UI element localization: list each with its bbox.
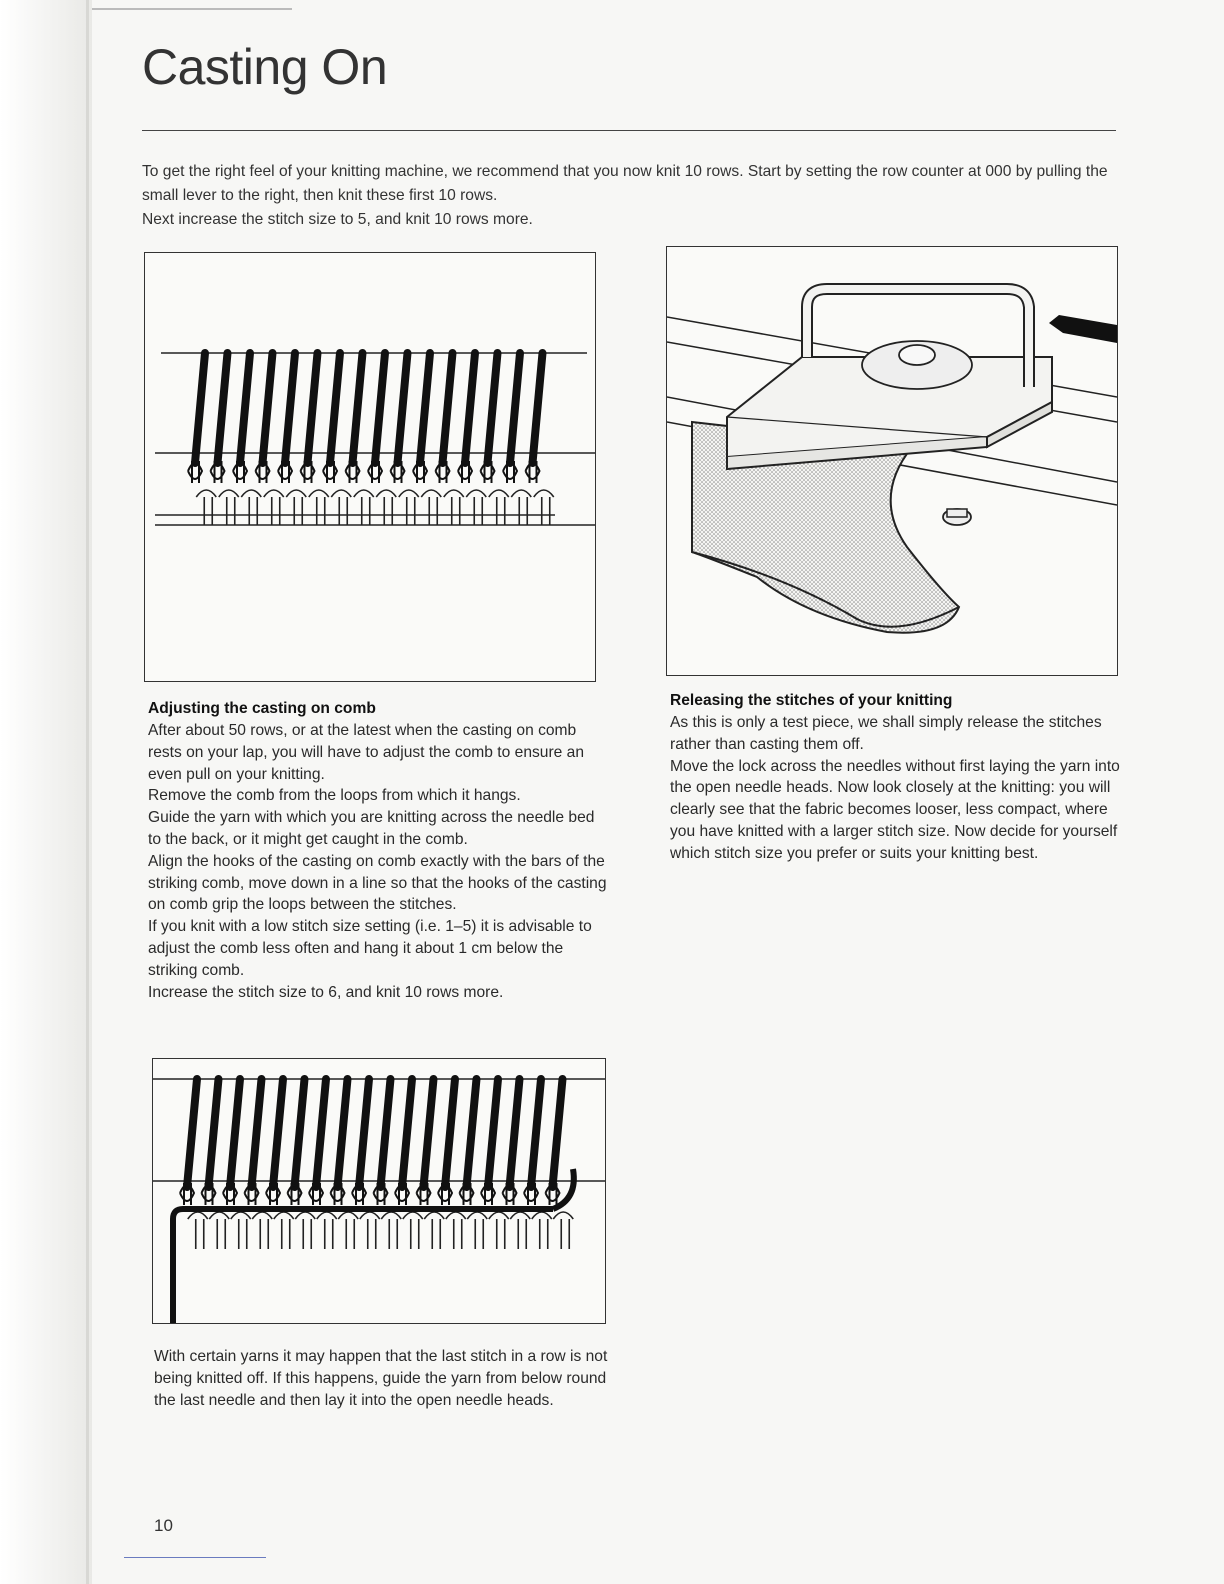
- adjusting-comb-section: [148, 698, 608, 1003]
- top-rule: [92, 8, 292, 10]
- page-title: Casting On: [142, 39, 388, 95]
- adjusting-comb-paragraph: After about 50 rows, or at the latest when the casting on comb rests on your lap, you will have to adjust the comb to ensure an even pull on your knitting.: [148, 722, 585, 783]
- title-divider: [142, 130, 1116, 131]
- releasing-stitches-section: [670, 690, 1132, 865]
- lock-release-illustration: [666, 246, 1118, 676]
- binding-shadow: [86, 0, 89, 1584]
- page-left-edge: [0, 0, 92, 1584]
- intro-text: [142, 160, 1122, 232]
- page-number: 10: [154, 1516, 173, 1535]
- bottom-underline: [124, 1557, 266, 1558]
- casting-comb-illustration: [144, 252, 596, 682]
- last-stitch-illustration: [152, 1058, 606, 1324]
- adjusting-comb-heading: Adjusting the casting on comb: [148, 700, 376, 717]
- intro-line-2: Next increase the stitch size to 5, and knit 10 rows more.: [142, 211, 533, 228]
- adjusting-comb-paragraph: Align the hooks of the casting on comb exactly with the bars of the striking comb, move down in a line so that the hooks of the casting on comb grip the loops between the stitches.: [148, 852, 607, 914]
- last-stitch-caption: [154, 1346, 614, 1411]
- adjusting-comb-paragraph: Guide the yarn with which you are knitting across the needle bed to the back, or it might get caught in the comb.: [148, 809, 595, 848]
- releasing-stitches-paragraph: Move the lock across the needles without first laying the yarn into the open needle heads. Now look closely at the knitting: you will clearly see that the fabric becomes looser, less compact, where you have knitted with a larger stitch size. Now decide for yourself which stitch size you prefer or suits your knitting best.: [670, 757, 1120, 862]
- releasing-stitches-paragraph: As this is only a test piece, we shall simply release the stitches rather than casting them off.: [670, 714, 1102, 753]
- adjusting-comb-paragraph: Remove the comb from the loops from which it hangs.: [148, 787, 521, 805]
- intro-line-1: To get the right feel of your knitting machine, we recommend that you now knit 10 rows. Start by setting the row counter at 000 by pulling the small lever to the right, then knit these first 10 rows.: [142, 163, 1108, 204]
- adjusting-comb-paragraph: Increase the stitch size to 6, and knit 10 rows more.: [148, 983, 504, 1001]
- adjusting-comb-paragraph: If you knit with a low stitch size setting (i.e. 1–5) it is advisable to adjust the comb less often and hang it about 1 cm below the striking comb.: [148, 918, 592, 979]
- last-stitch-caption-text: With certain yarns it may happen that the last stitch in a row is not being knitted off. If this happens, guide the yarn from below round the last needle and then lay it into the open needle heads.: [154, 1348, 608, 1409]
- releasing-stitches-heading: Releasing the stitches of your knitting: [670, 692, 953, 709]
